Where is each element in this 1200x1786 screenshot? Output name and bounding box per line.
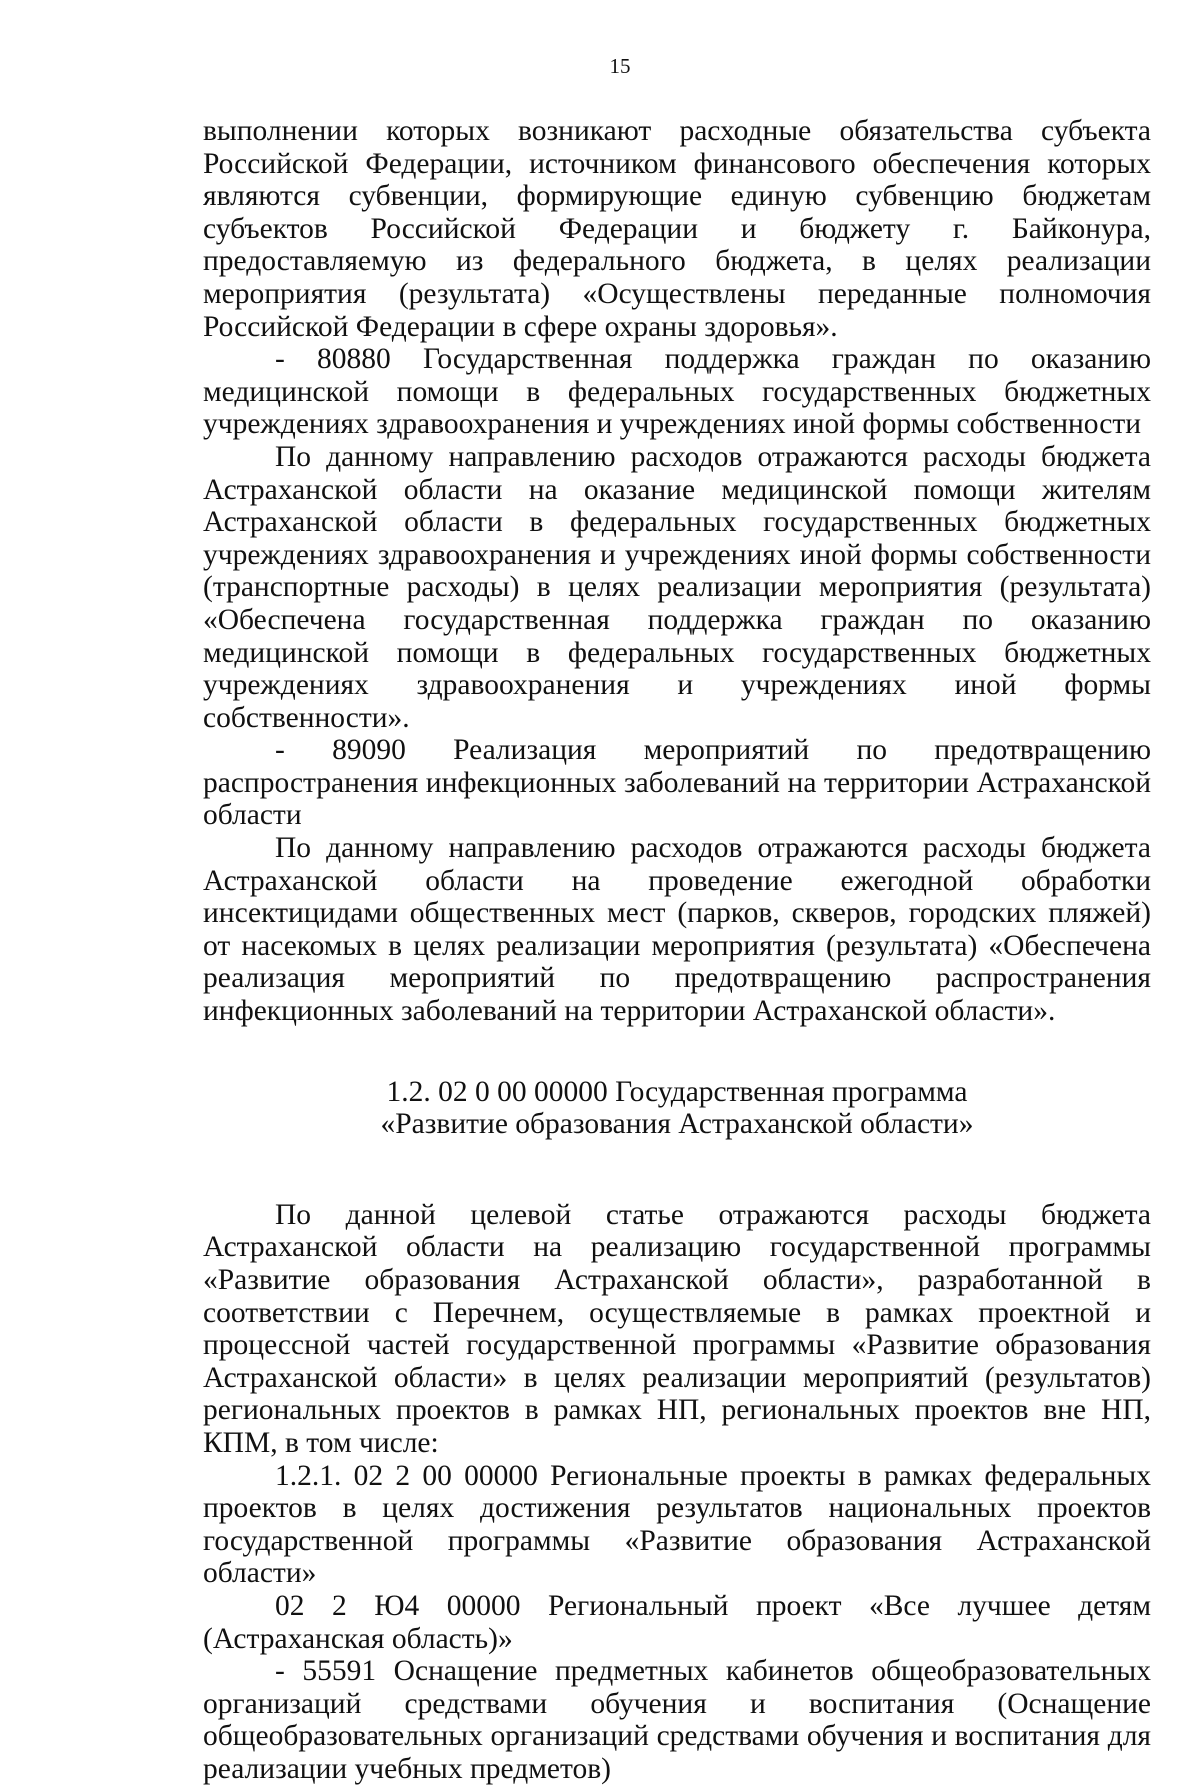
paragraph-program-description: По данной целевой статье отражаются расходы бюджета Астраханской области на реализацию государственной программы «Развитие образования Астраханской области», разработанной в соответствии с Перечнем, осуществляемые в рамках проектной и процессной частей государственной программы «Развитие образования Астраханской области» в целях реализации мероприятий (результатов) региональных проектов в рамках НП, региональных проектов вне НП, КПМ, в том числе:	[203, 1198, 1151, 1459]
section-heading	[203, 1076, 1151, 1141]
page-number: 15	[609, 54, 631, 78]
paragraph-item-55591: - 55591 Оснащение предметных кабинетов общеобразовательных организаций средствами обучения и воспитания (Оснащение общеобразовательных организаций средствами обучения и воспитания для реализации учебных предметов)	[203, 1655, 1151, 1785]
document-body	[203, 115, 1151, 1786]
paragraph-continuation: выполнении которых возникают расходные обязательства субъекта Российской Федерации, источником финансового обеспечения которых являются субвенции, формирующие единую субвенцию бюджетам субъектов Российской Федерации и бюджету г. Байконура, предоставляемую из федерального бюджета, в целях реализации мероприятия (результата) «Осуществлены переданные полномочия Российской Федерации в сфере охраны здоровья».	[203, 115, 1151, 343]
paragraph-80880-description: По данному направлению расходов отражаются расходы бюджета Астраханской области на оказание медицинской помощи жителям Астраханской области в федеральных государственных бюджетных учреждениях здравоохранения и учреждениях иной формы собственности (транспортные расходы) в целях реализации мероприятия (результата) «Обеспечена государственная поддержка граждан по оказанию медицинской помощи в федеральных государственных бюджетных учреждениях здравоохранения и учреждениях иной формы собственности».	[203, 440, 1151, 734]
paragraph-item-80880: - 80880 Государственная поддержка граждан по оказанию медицинской помощи в федеральных государственных бюджетных учреждениях здравоохранения и учреждениях иной формы собственности	[203, 343, 1151, 441]
paragraph-item-89090: - 89090 Реализация мероприятий по предотвращению распространения инфекционных заболеваний на территории Астраханской области	[203, 734, 1151, 832]
section-heading-line-1: 1.2. 02 0 00 00000 Государственная программа	[386, 1075, 968, 1108]
paragraph-subsection-1-2-1: 1.2.1. 02 2 00 00000 Региональные проекты в рамках федеральных проектов в целях достижения результатов национальных проектов государственной программы «Развитие образования Астраханской области»	[203, 1459, 1151, 1590]
section-heading-line-2: «Развитие образования Астраханской области»	[380, 1108, 974, 1141]
paragraph-89090-description: По данному направлению расходов отражаются расходы бюджета Астраханской области на проведение ежегодной обработки инсектицидами общественных мест (парков, скверов, городских пляжей) от насекомых в целях реализации мероприятия (результата) «Обеспечена реализация мероприятий по предотвращению распространения инфекционных заболеваний на территории Астраханской области».	[203, 832, 1151, 1028]
paragraph-regional-project: 02 2 Ю4 00000 Региональный проект «Все лучшее детям (Астраханская область)»	[203, 1589, 1151, 1655]
